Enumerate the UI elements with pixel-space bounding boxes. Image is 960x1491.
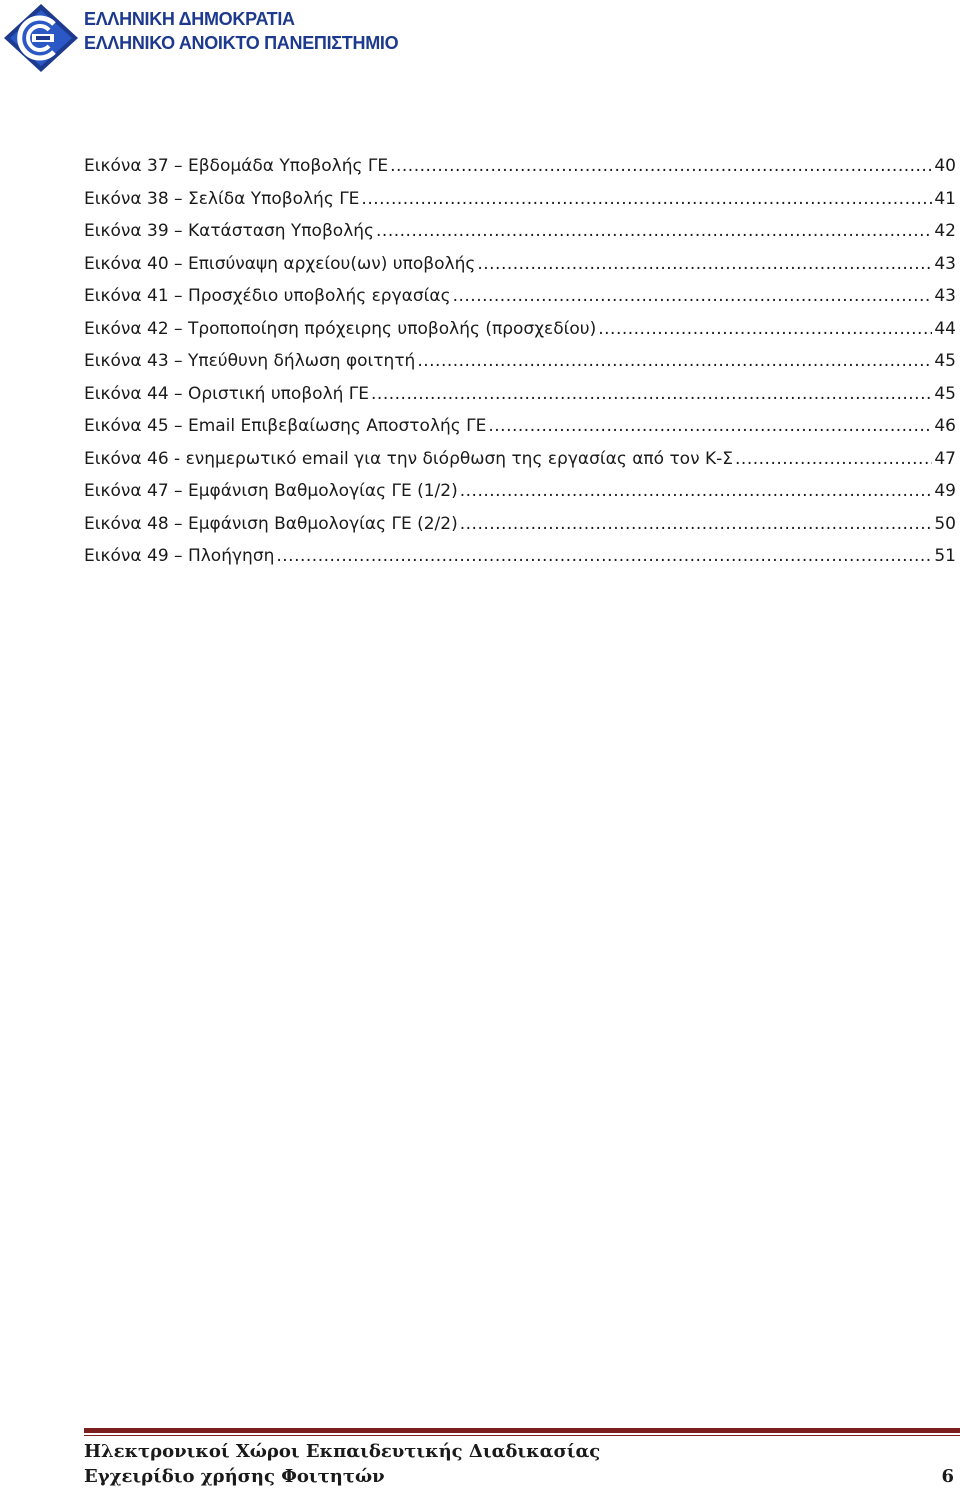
toc-entry[interactable] xyxy=(84,514,956,547)
toc-entry-page: 47 xyxy=(934,448,956,469)
toc-entry[interactable] xyxy=(84,416,956,449)
header-line-republic: ΕΛΛΗΝΙΚΗ ΔΗΜΟΚΡΑΤΙΑ xyxy=(84,9,295,29)
toc-entry-page: 51 xyxy=(934,546,956,566)
toc-leader-dots xyxy=(371,384,932,404)
toc-leader-dots xyxy=(276,546,932,566)
toc-leader-dots xyxy=(390,156,932,176)
university-logo-icon xyxy=(2,2,80,74)
footer-title: Ηλεκτρονικοί Χώροι Εκπαιδευτικής Διαδικασίας xyxy=(84,1441,601,1462)
toc-leader-dots xyxy=(735,449,932,469)
toc-entry[interactable] xyxy=(84,254,956,287)
toc-leader-dots xyxy=(460,514,933,534)
toc-entry[interactable] xyxy=(84,189,956,222)
toc-entry-label: Εικόνα 46 - ενημερωτικό email για την διόρθωση της εργασίας από τον Κ-Σ xyxy=(84,448,734,469)
footer-rule-thick xyxy=(84,1428,960,1433)
footer-subtitle: Εγχειρίδιο χρήσης Φοιτητών xyxy=(84,1466,385,1487)
table-of-figures xyxy=(84,156,956,579)
toc-entry-label: Εικόνα 42 – Τροποποίηση πρόχειρης υποβολής (προσχεδίου) xyxy=(84,318,597,339)
toc-entry[interactable] xyxy=(84,319,956,352)
footer-rule-thin xyxy=(84,1435,960,1436)
toc-entry-label: Εικόνα 39 – Κατάσταση Υποβολής xyxy=(84,221,375,241)
toc-entry-label: Εικόνα 49 – Πλοήγηση xyxy=(84,546,275,566)
toc-entry-page: 50 xyxy=(934,513,956,534)
page-number: 6 xyxy=(941,1466,954,1487)
toc-entry-label: Εικόνα 38 – Σελίδα Υποβολής ΓΕ xyxy=(84,188,360,209)
page-header xyxy=(0,0,960,80)
toc-entry-label: Εικόνα 45 – Email Επιβεβαίωσης Αποστολής ΓΕ xyxy=(84,416,487,436)
toc-entry[interactable] xyxy=(84,221,956,254)
toc-leader-dots xyxy=(488,416,932,436)
toc-entry[interactable] xyxy=(84,546,956,579)
toc-entry-page: 49 xyxy=(934,481,956,501)
toc-entry-page: 40 xyxy=(934,156,956,176)
toc-entry-page: 41 xyxy=(934,188,956,209)
toc-entry[interactable] xyxy=(84,156,956,189)
toc-entry[interactable] xyxy=(84,449,956,482)
toc-entry-label: Εικόνα 40 – Επισύναψη αρχείου(ων) υποβολής xyxy=(84,253,476,274)
toc-leader-dots xyxy=(417,351,932,371)
toc-leader-dots xyxy=(453,286,933,306)
toc-entry-page: 43 xyxy=(934,286,956,306)
toc-leader-dots xyxy=(477,254,932,274)
toc-leader-dots xyxy=(598,319,932,339)
toc-leader-dots xyxy=(361,189,932,209)
header-text xyxy=(84,7,398,55)
toc-entry-label: Εικόνα 41 – Προσχέδιο υποβολής εργασίας xyxy=(84,286,451,306)
toc-entry-label: Εικόνα 47 – Εμφάνιση Βαθμολογίας ΓΕ (1/2) xyxy=(84,481,458,501)
toc-entry-page: 43 xyxy=(934,253,956,274)
toc-leader-dots xyxy=(376,221,932,241)
toc-leader-dots xyxy=(460,481,933,501)
toc-entry-page: 44 xyxy=(934,318,956,339)
toc-entry-label: Εικόνα 48 – Εμφάνιση Βαθμολογίας ΓΕ (2/2) xyxy=(84,513,458,534)
toc-entry[interactable] xyxy=(84,481,956,514)
toc-entry[interactable] xyxy=(84,384,956,417)
header-line-university: ΕΛΛΗΝΙΚΟ ΑΝΟΙΚΤΟ ΠΑΝΕΠΙΣΤΗΜΙΟ xyxy=(84,33,399,53)
toc-entry[interactable] xyxy=(84,351,956,384)
toc-entry[interactable] xyxy=(84,286,956,319)
toc-entry-page: 46 xyxy=(934,416,956,436)
toc-entry-label: Εικόνα 44 – Οριστική υποβολή ΓΕ xyxy=(84,383,370,404)
toc-entry-label: Εικόνα 43 – Υπεύθυνη δήλωση φοιτητή xyxy=(84,351,416,371)
toc-entry-page: 42 xyxy=(934,221,956,241)
toc-entry-page: 45 xyxy=(934,383,956,404)
toc-entry-label: Εικόνα 37 – Εβδομάδα Υποβολής ΓΕ xyxy=(84,156,389,176)
toc-entry-page: 45 xyxy=(934,351,956,371)
